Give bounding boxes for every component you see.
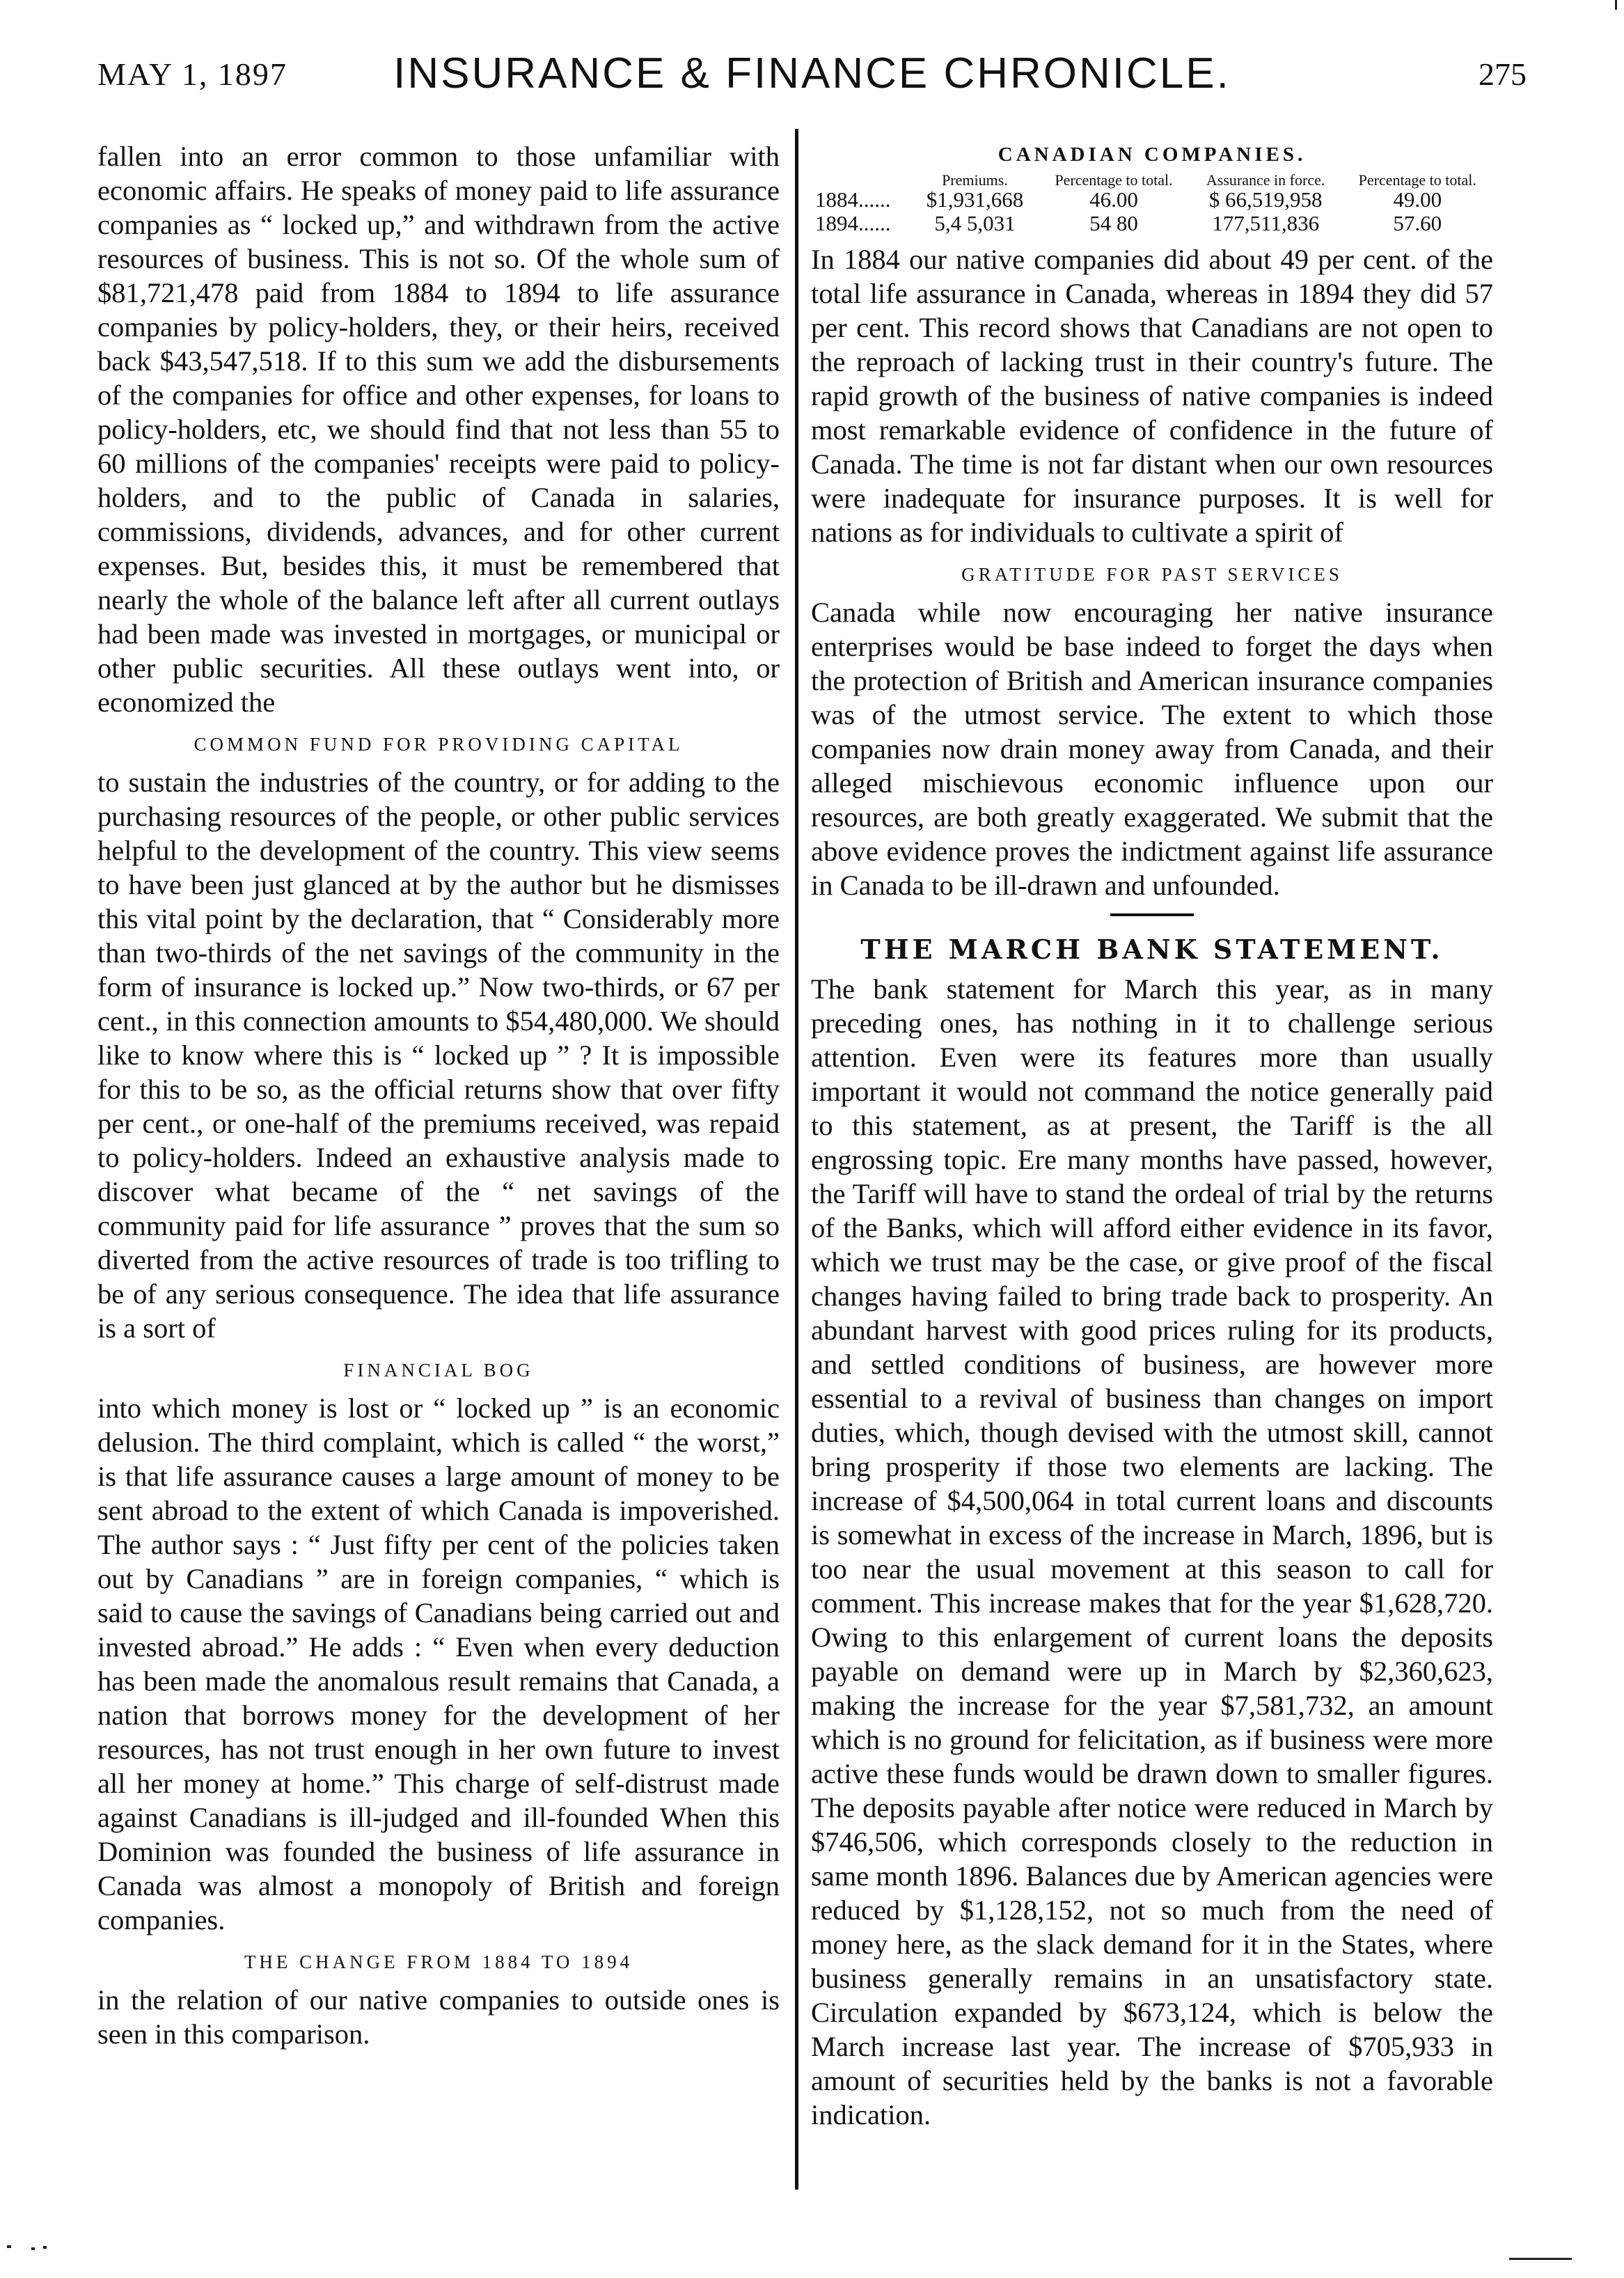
print-speck: [1615, 0, 1617, 10]
right-column: [811, 139, 1493, 2132]
table-row: [811, 212, 1493, 235]
left-column: [97, 139, 780, 2051]
table-header: [811, 173, 912, 188]
print-speck: [31, 2247, 35, 2250]
section-divider: [1110, 913, 1194, 916]
article-paragraph: fallen into an error common to those unfamiliar with economic affairs. He speaks of money paid to life assurance companies as “ locked up,” and withdrawn from the active resources of business. This is not so. Of the whole sum of $81,721,478 paid from 1884 to 1894 to life assurance companies by policy-holders, they, or their heirs, received back $43,547,518. If to this sum we add the disbursements of the companies for office and other expenses, for loans to policy-holders, etc, we should find that not less than 55 to 60 millions of the companies' receipts were paid to policy-holders, and to the public of Canada in salaries, commissions, dividends, advances, and for other current expenses. But, besides this, it must be remembered that nearly the whole of the balance left after all current outlays had been made was invested in mortgages, or municipal or other public securities. All these outlays went into, or economized the: [97, 141, 780, 718]
section-subheading: COMMON FUND FOR PROVIDING CAPITAL: [194, 734, 684, 755]
table-cell: $1,931,668: [926, 187, 1024, 212]
table-cell: 1884......: [815, 187, 891, 212]
section-subheading: FINANCIAL BOG: [343, 1360, 534, 1381]
article-paragraph: into which money is lost or “ locked up ” is an economic delusion. The third complaint, which is called “ the worst,” is that life assurance causes a large amount of money to be sent abroad to the extent of which Canada is impoverished. The author says : “ Just fifty per cent of the policies taken out by Canadians ” are in foreign companies, “ which is said to cause the savings of Canadians being carried out and invested abroad.” He adds : “ Even when every deduction has been made the anomalous result remains that Canada, a nation that borrows money for the development of her resources, has not trust enough in her own future to invest all her money at home.” This charge of self-distrust made against Canadians is ill-judged and ill-founded When this Dominion was founded the business of life assurance in Canada was almost a monopoly of British and foreign companies.: [97, 1392, 780, 1935]
page-number: 275: [1479, 56, 1527, 92]
section-subheading: GRATITUDE FOR PAST SERVICES: [961, 564, 1343, 585]
table-cell: 54 80: [1089, 211, 1138, 235]
print-speck: [7, 2245, 11, 2248]
table-header: Premiums.: [942, 171, 1008, 189]
article-paragraph: The bank statement for March this year, as in many preceding ones, has nothing in it to challenge serious attention. Even were its features more than usually important it would not command the notice generally paid to this statement, as at present, the Tariff is the all engrossing topic. Ere many months have passed, however, the Tariff will have to stand the ordeal of trial by the returns of the Banks, which will afford either evidence in its favor, which we trust may be the case, or give proof of the fiscal changes having failed to bring trade back to prosperity. An abundant harvest with good prices ruling for its products, and settled conditions of business, are however more essential to a revival of business than changes on import duties, which, though devised with the utmost skill, cannot bring prosperity if those two elements are lacking. The increase of $4,500,064 in total current loans and discounts is somewhat in excess of the increase in March, 1896, but is too near the usual movement at this season to call for comment. This increase makes that for the year $1,628,720. Owing to this enlargement of current loans the deposits payable on demand were up in March by $2,360,623, making the increase for the year $7,581,732, an amount which is no ground for felicitation, as if business were more active these funds would be drawn down to smaller figures. The deposits payable after notice were reduced in March by $746,506, which corresponds closely to the reduction in same month 1896. Balances due by American agencies were reduced by $1,128,152, not so much from the need of money here, as the slack demand for it in the States, where business generally remains in an unsatisfactory state. Circulation expanded by $673,124, which is below the March increase last year. The increase of $705,933 in amount of securities held by the banks is not a favorable indication.: [811, 973, 1493, 2130]
table-header: Assurance in force.: [1206, 171, 1325, 189]
page-header: [97, 43, 1527, 113]
table-title: CANADIAN COMPANIES.: [998, 143, 1307, 166]
table-cell: $ 66,519,958: [1208, 187, 1323, 212]
table-cell: 5,4 5,031: [934, 211, 1016, 235]
table-row: [811, 188, 1493, 212]
table-cell: 177,511,836: [1212, 211, 1320, 235]
table-cell: 46.00: [1089, 187, 1138, 212]
table-header: Percentage to total.: [1055, 171, 1173, 189]
article-paragraph: In 1884 our native companies did about 49 per cent. of the total life assurance in Canada, whereas in 1894 they did 57 per cent. This record shows that Canadians are not open to the reproach of lacking trust in their country's future. The rapid growth of the business of native companies is indeed most remarkable evidence of confidence in the future of Canada. The time is not far distant when our own resources were inadequate for insurance purposes. It is well for nations as for individuals to cultivate a spirit of: [811, 244, 1493, 548]
section-subheading: THE CHANGE FROM 1884 TO 1894: [244, 1951, 633, 1972]
print-speck: [43, 2246, 47, 2249]
table-header-row: [811, 173, 1493, 188]
table-cell: 1894......: [815, 211, 891, 235]
article-heading: THE MARCH BANK STATEMENT.: [860, 934, 1444, 965]
article-paragraph: to sustain the industries of the country, or for adding to the purchasing resources of the people, or other public services helpful to the development of the country. This view seems to have been just glanced at by the author but he dismisses this vital point by the declaration, that “ Considerably more than two-thirds of the net savings of the community in the form of insurance is locked up.” Now two-thirds, or 67 per cent., in this connection amounts to $54,480,000. We should like to know where this is “ locked up ” ? It is impossible for this to be so, as the official returns show that over fifty per cent., or one-half of the premiums received, was repaid to policy-holders. Indeed an exhaustive analysis made to discover what became of the “ net savings of the community paid for life assurance ” proves that the sum so diverted from the active resources of trade is too trifling to be of any serious consequence. The idea that life assurance is a sort of: [97, 767, 780, 1344]
table-header: Percentage to total.: [1358, 171, 1476, 189]
article-paragraph: Canada while now encouraging her native insurance enterprises would be base indeed to forget the days when the protection of British and American insurance companies was of the utmost service. The extent to which those companies now drain money away from Canada, and their alleged mischievous economic influence upon our resources, are both greatly exaggerated. We submit that the above evidence proves the indictment against life assurance in Canada to be ill-drawn and unfounded.: [811, 597, 1493, 901]
canadian-companies-table: [811, 173, 1493, 235]
article-paragraph: in the relation of our native companies to outside ones is seen in this comparison.: [97, 1984, 780, 2050]
table-cell: 49.00: [1393, 187, 1442, 212]
table-cell: 57.60: [1393, 211, 1442, 235]
publication-title: INSURANCE & FINANCE CHRONICLE.: [393, 49, 1231, 97]
issue-date: MAY 1, 1897: [97, 56, 287, 92]
print-speck: [1509, 2258, 1572, 2260]
column-rule: [795, 129, 798, 2190]
